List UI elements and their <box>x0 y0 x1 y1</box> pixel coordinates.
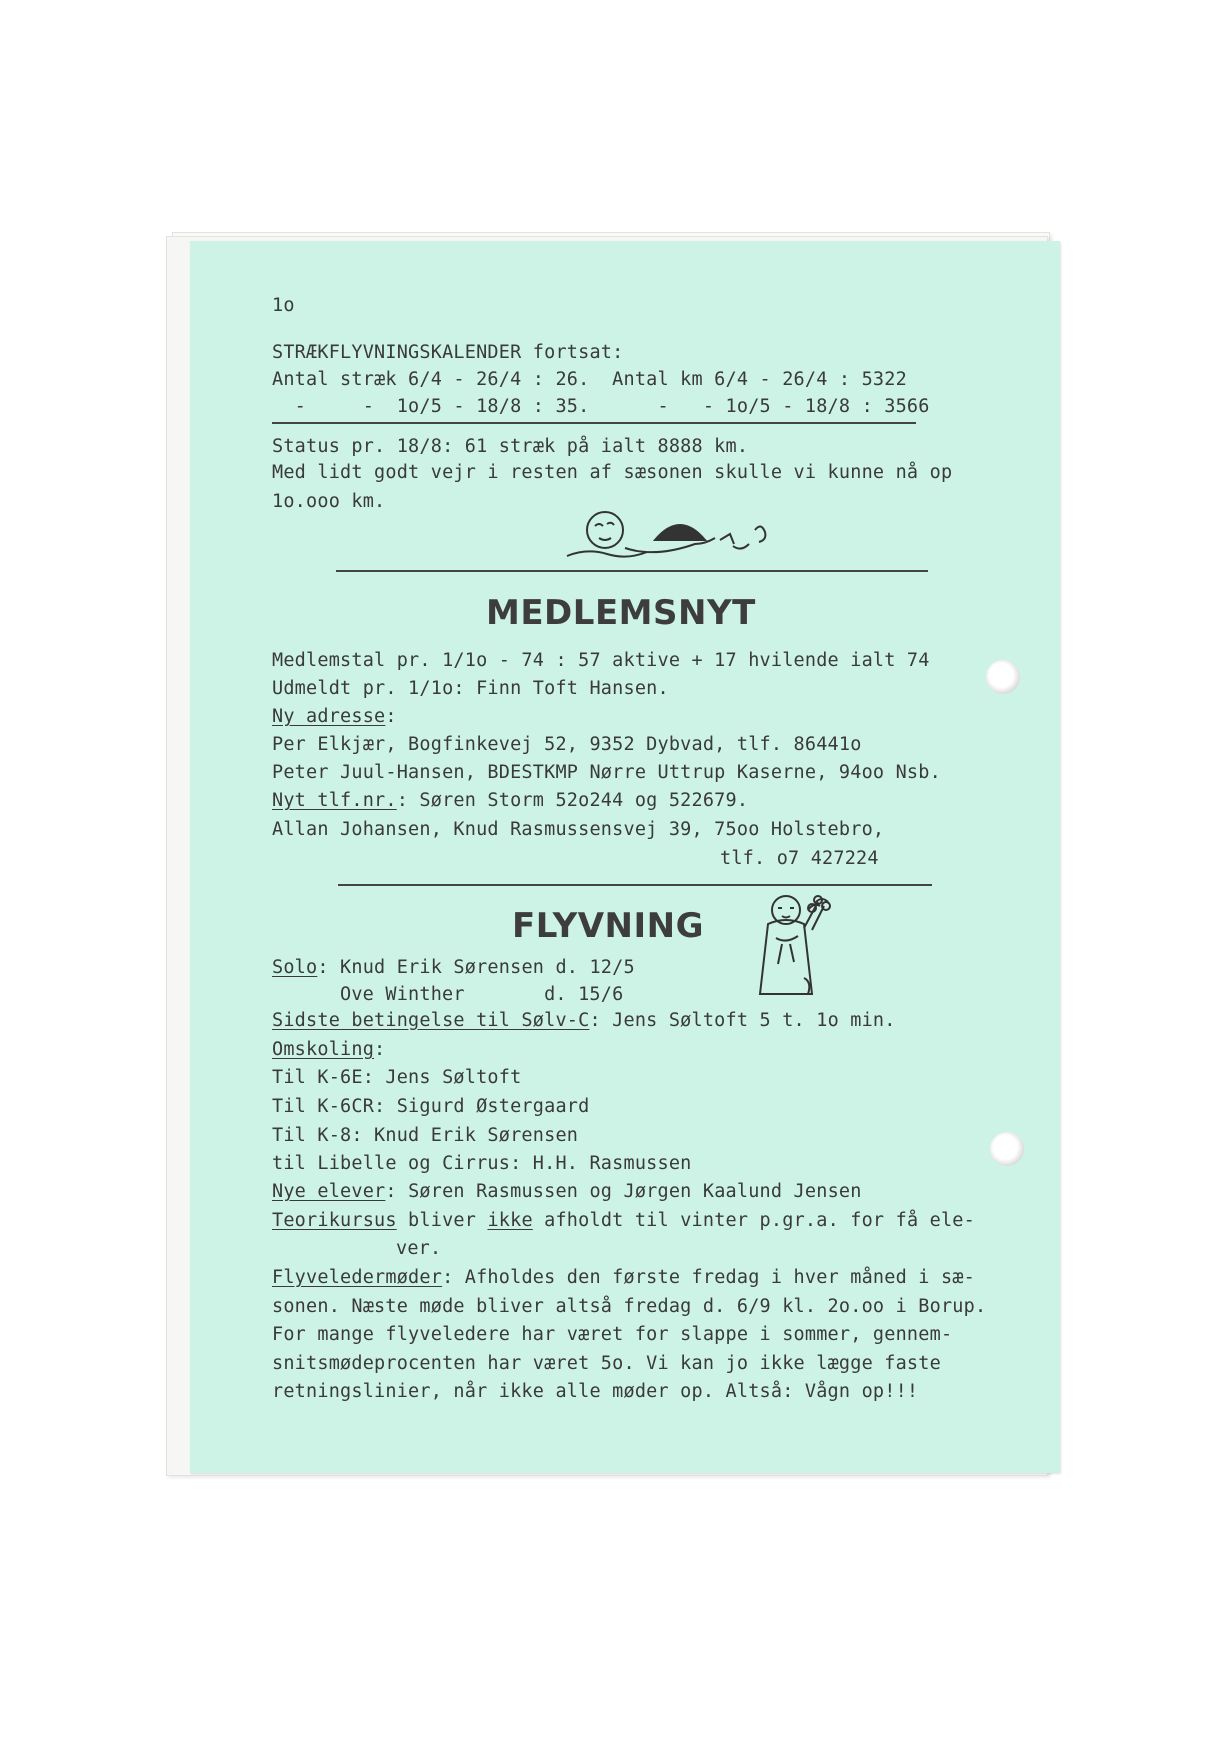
conversion-item: til Libelle og Cirrus: H.H. Rasmussen <box>272 1153 692 1174</box>
divider <box>272 422 916 424</box>
section-heading: MEDLEMSNYT <box>486 593 756 633</box>
monk-illustration <box>738 888 838 1006</box>
new-phone-line: Nyt tlf.nr.: Søren Storm 52o244 og 522679. <box>272 790 749 811</box>
solo-line: Solo: Knud Erik Sørensen d. 12/5 <box>272 957 635 978</box>
punch-hole <box>986 660 1020 694</box>
paragraph-line: sonen. Næste møde bliver altså fredag d. 6/9 kl. 2o.oo i Borup. <box>272 1296 987 1317</box>
paragraph-line: retningslinier, når ikke alle møder op. Altså: Vågn op!!! <box>272 1381 919 1402</box>
conversion-label: Omskoling: <box>272 1039 386 1060</box>
address-line: Allan Johansen, Knud Rasmussensvej 39, 75oo Holstebro, <box>272 819 885 840</box>
conversion-item: Til K-6E: Jens Søltoft <box>272 1067 522 1088</box>
address-line: Per Elkjær, Bogfinkevej 52, 9352 Dybvad, tlf. 86441o <box>272 734 862 755</box>
conversion-item: Til K-8: Knud Erik Sørensen <box>272 1125 579 1146</box>
new-students-line: Nye elever: Søren Rasmussen og Jørgen Kaalund Jensen <box>272 1181 862 1202</box>
controller-meetings-label: Flyveledermøder <box>272 1267 443 1288</box>
controller-meetings-line: Flyveledermøder: Afholdes den første fredag i hver måned i sæ- <box>272 1267 975 1288</box>
solo-line: Ove Winther d. 15/6 <box>340 984 624 1005</box>
theory-course-line: Teorikursus bliver ikke afholdt til vinter p.gr.a. for få ele- <box>272 1210 975 1231</box>
silver-c-line: Sidste betingelse til Sølv-C: Jens Søltoft 5 t. 1o min. <box>272 1010 896 1031</box>
theory-course-cont: ver. <box>396 1238 442 1259</box>
status-text: Status pr. 18/8: 61 stræk på ialt 8888 km. <box>272 436 749 457</box>
note-text: Med lidt godt vejr i resten af sæsonen skulle vi kunne nå op <box>272 462 953 483</box>
swimmer-illustration <box>565 500 815 570</box>
divider <box>336 570 928 572</box>
new-address-label: Ny adresse: <box>272 706 397 727</box>
section-title: STRÆKFLYVNINGSKALENDER fortsat: <box>272 342 624 363</box>
calendar-row: - - 1o/5 - 18/8 : 35. - - 1o/5 - 18/8 : 3566 <box>272 396 930 417</box>
member-count: Medlemstal pr. 1/1o - 74 : 57 aktive + 17 hvilende ialt 74 <box>272 650 930 671</box>
divider <box>338 884 932 886</box>
paragraph-line: snitsmødeprocenten har været 5o. Vi kan jo ikke lægge faste <box>272 1353 941 1374</box>
page-number: 1o <box>272 295 295 316</box>
note-text: 1o.ooo km. <box>272 491 386 512</box>
address-line: Peter Juul-Hansen, BDESTKMP Nørre Uttrup Kaserne, 94oo Nsb. <box>272 762 941 783</box>
address-phone: tlf. o7 427224 <box>720 848 879 869</box>
conversion-item: Til K-6CR: Sigurd Østergaard <box>272 1096 590 1117</box>
section-heading: FLYVNING <box>512 906 704 946</box>
paragraph-line: For mange flyveledere har været for slappe i sommer, gennem- <box>272 1324 953 1345</box>
punch-hole <box>990 1132 1024 1166</box>
member-resigned: Udmeldt pr. 1/1o: Finn Toft Hansen. <box>272 678 669 699</box>
calendar-row: Antal stræk 6/4 - 26/4 : 26. Antal km 6/4 - 26/4 : 5322 <box>272 369 907 390</box>
